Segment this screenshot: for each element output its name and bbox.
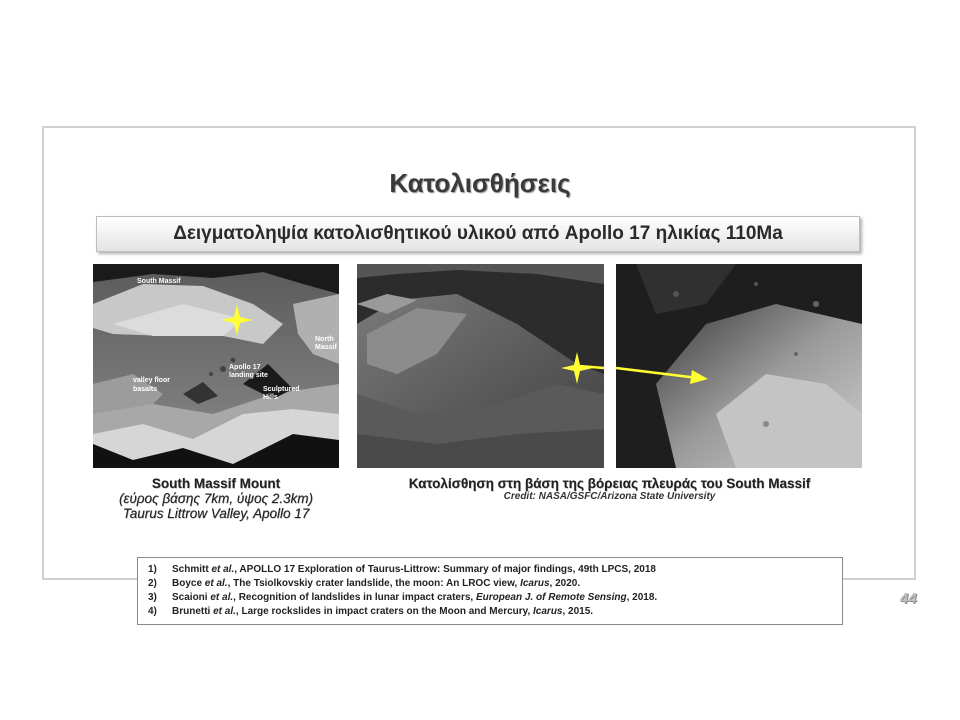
right-caption-credit: Credit: NASA/GSFC/Arizona State University — [503, 491, 716, 502]
references-box — [137, 557, 843, 625]
reference-authors: Boyce — [172, 578, 205, 589]
reference-authors: Brunetti — [172, 606, 214, 617]
reference-etal: et al. — [213, 606, 236, 617]
reference-text: , APOLLO 17 Exploration of Taurus-Littrow: Summary of major findings, 49th LPCS, 2018 — [234, 564, 656, 575]
label-landing-site: Apollo 17 landing site — [229, 364, 268, 379]
label-north-massif: North Massif — [315, 336, 337, 351]
reference-authors: Schmitt — [172, 564, 212, 575]
reference-text: , Recognition of landslides in lunar impact craters, — [233, 592, 476, 603]
reference-num: 1) — [148, 564, 157, 575]
left-caption — [93, 476, 339, 521]
reference-num: 3) — [148, 592, 157, 603]
subtitle-banner: Δειγματοληψία κατολισθητικού υλικού από Apollo 17 ηλικίας 110Ma — [96, 216, 860, 252]
reference-item — [148, 591, 842, 605]
label-south-massif: South Massif — [137, 278, 181, 285]
reference-etal: et al. — [210, 592, 234, 603]
reference-tail: , 2018. — [626, 592, 658, 603]
reference-item — [148, 563, 842, 577]
left-caption-title: South Massif Mount — [151, 476, 281, 491]
reference-text: , The Tsiolkovskiy crater landslide, the moon: An LROC view, — [227, 578, 521, 589]
reference-tail: , 2020. — [549, 578, 581, 589]
landslide-closeup-photo — [616, 264, 862, 468]
left-caption-location: Taurus Littrow Valley, Apollo 17 — [122, 506, 310, 521]
reference-item — [148, 577, 842, 591]
reference-journal: Icarus — [533, 606, 563, 617]
label-sculptured-hills: Sculptured Hills — [263, 386, 300, 401]
left-caption-dimensions: (εύρος βάσης 7km, ύψος 2.3km) — [118, 491, 314, 506]
reference-item — [148, 605, 842, 619]
reference-authors: Scaioni — [172, 592, 211, 603]
reference-etal: et al. — [204, 578, 228, 589]
label-valley-floor: valley floor basalts — [133, 377, 170, 393]
reference-num: 2) — [148, 578, 157, 589]
right-caption — [357, 476, 862, 502]
pointer-arrow — [579, 360, 604, 376]
reference-tail: , 2015. — [562, 606, 594, 617]
pointer-arrow-head — [616, 360, 716, 390]
reference-journal: European J. of Remote Sensing — [475, 592, 627, 603]
slide-title: Κατολισθήσεις — [389, 168, 571, 198]
reference-num: 4) — [148, 606, 157, 617]
reference-journal: Icarus — [520, 578, 550, 589]
page-number: 44 — [900, 590, 917, 607]
south-massif-photo — [93, 264, 339, 468]
reference-etal: et al. — [211, 564, 235, 575]
sample-star-icon — [221, 304, 253, 336]
right-caption-title: Κατολίσθηση στη βάση της βόρειας πλευράς του South Massif — [408, 476, 811, 491]
reference-text: , Large rockslides in impact craters on the Moon and Mercury, — [235, 606, 534, 617]
landslide-slope-photo — [357, 264, 604, 468]
reference-list — [148, 563, 842, 619]
